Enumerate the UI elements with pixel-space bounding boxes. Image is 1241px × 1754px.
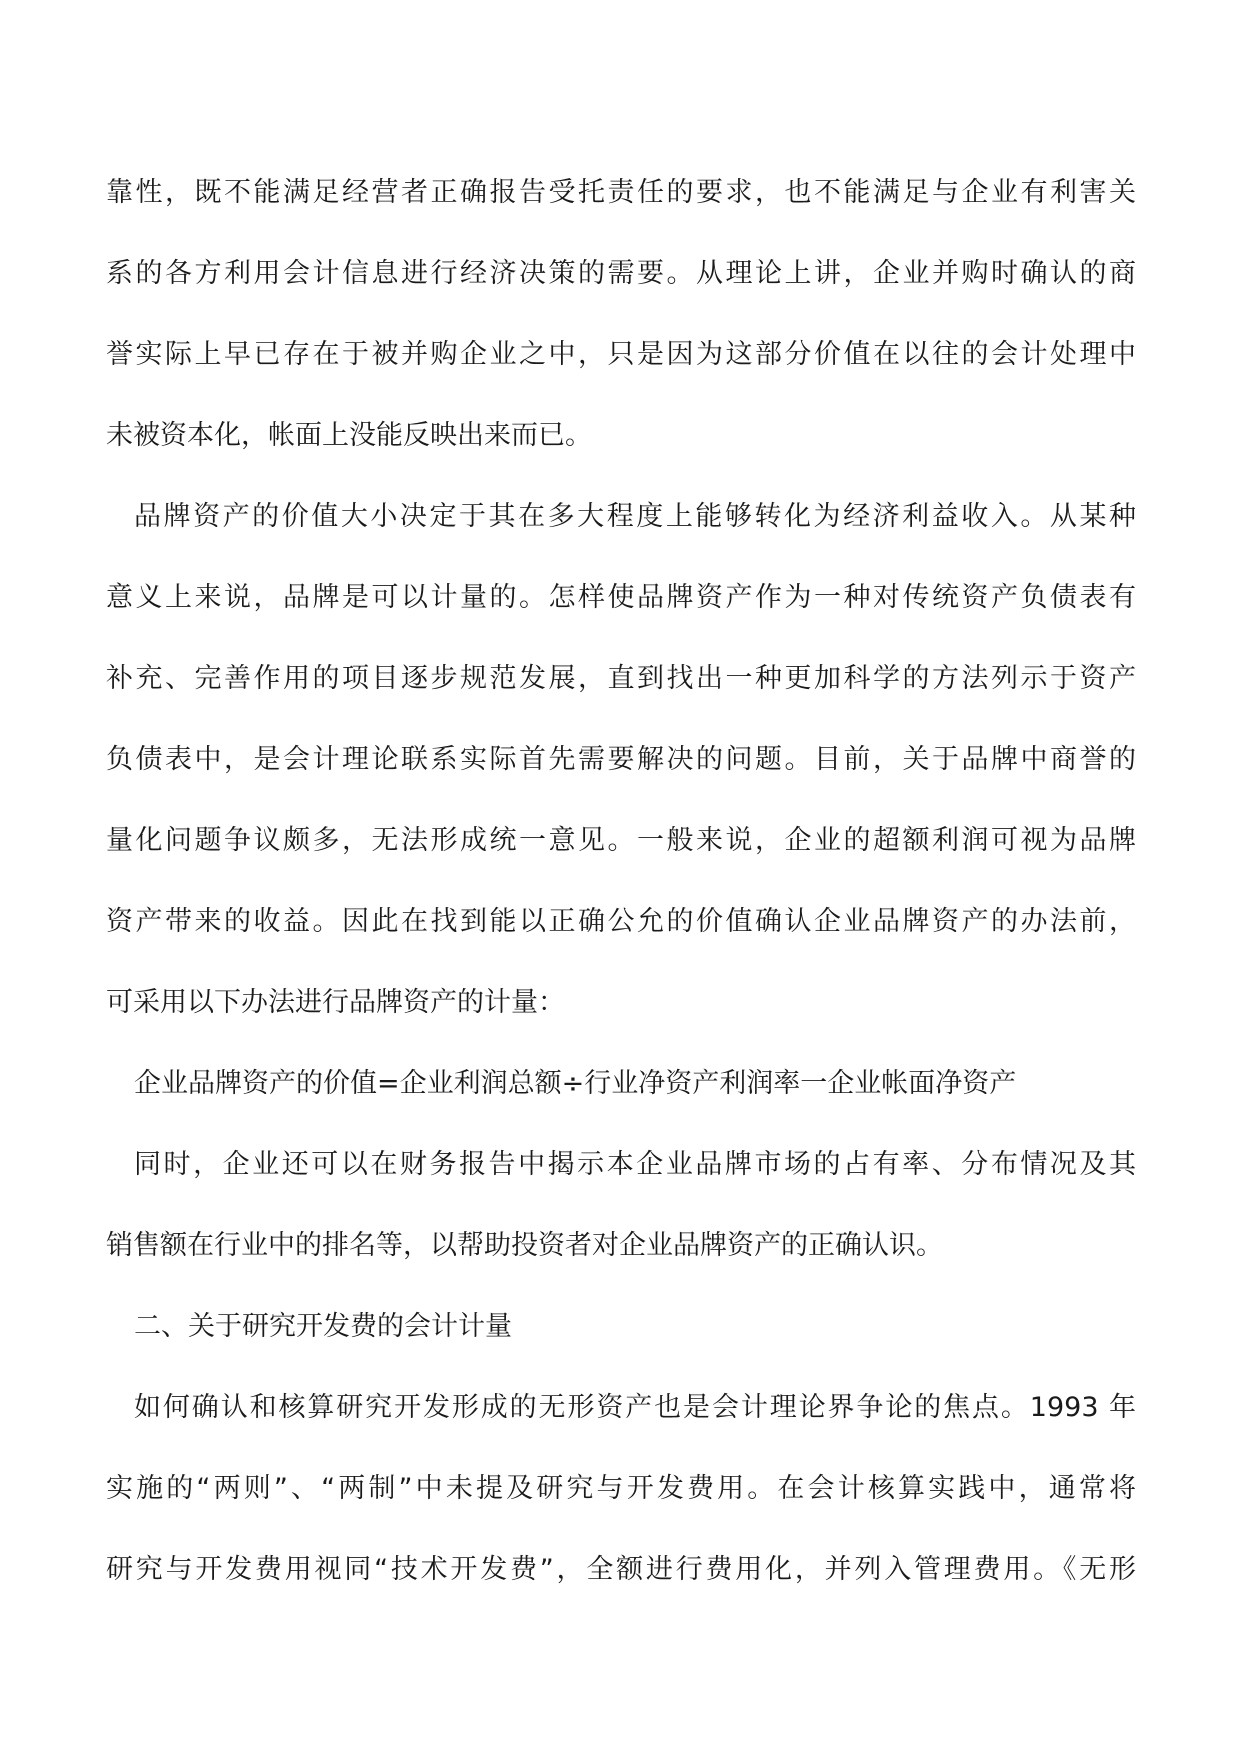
text-line: 靠性，既不能满足经营者正确报告受托责任的要求，也不能满足与企业有利害关 — [106, 177, 1136, 208]
text-line: 誉实际上早已存在于被并购企业之中，只是因为这部分价值在以往的会计处理中 — [106, 339, 1136, 370]
text-line: 销售额在行业中的排名等，以帮助投资者对企业品牌资产的正确认识。 — [106, 1230, 943, 1261]
paragraph-first-line: 品牌资产的价值大小决定于其在多大程度上能够转化为经济利益收入。从某种 — [134, 501, 1136, 532]
text-line: 实施的“两则”、“两制”中未提及研究与开发费用。在会计核算实践中，通常将 — [106, 1473, 1136, 1504]
text-line: 资产带来的收益。因此在找到能以正确公允的价值确认企业品牌资产的办法前， — [106, 906, 1136, 937]
text-line: 研究与开发费用视同“技术开发费”，全额进行费用化，并列入管理费用。《无形 — [106, 1554, 1136, 1585]
text-line: 补充、完善作用的项目逐步规范发展，直到找出一种更加科学的方法列示于资产 — [106, 663, 1136, 694]
text-line: 意义上来说，品牌是可以计量的。怎样使品牌资产作为一种对传统资产负债表有 — [106, 582, 1136, 613]
formula-line: 企业品牌资产的价值=企业利润总额÷行业净资产利润率一企业帐面净资产 — [134, 1068, 1017, 1099]
paragraph-first-line: 如何确认和核算研究开发形成的无形资产也是会计理论界争论的焦点。1993 年 — [134, 1392, 1136, 1423]
text-line: 负债表中，是会计理论联系实际首先需要解决的问题。目前，关于品牌中商誉的 — [106, 744, 1136, 775]
text-line: 未被资本化，帐面上没能反映出来而已。 — [106, 420, 592, 451]
text-line: 量化问题争议颇多，无法形成统一意见。一般来说，企业的超额利润可视为品牌 — [106, 825, 1136, 856]
text-line: 可采用以下办法进行品牌资产的计量： — [106, 987, 565, 1018]
section-heading: 二、关于研究开发费的会计计量 — [134, 1311, 512, 1342]
paragraph-first-line: 同时，企业还可以在财务报告中揭示本企业品牌市场的占有率、分布情况及其 — [134, 1149, 1136, 1180]
text-line: 系的各方利用会计信息进行经济决策的需要。从理论上讲，企业并购时确认的商 — [106, 258, 1136, 289]
document-body — [106, 152, 1136, 1610]
